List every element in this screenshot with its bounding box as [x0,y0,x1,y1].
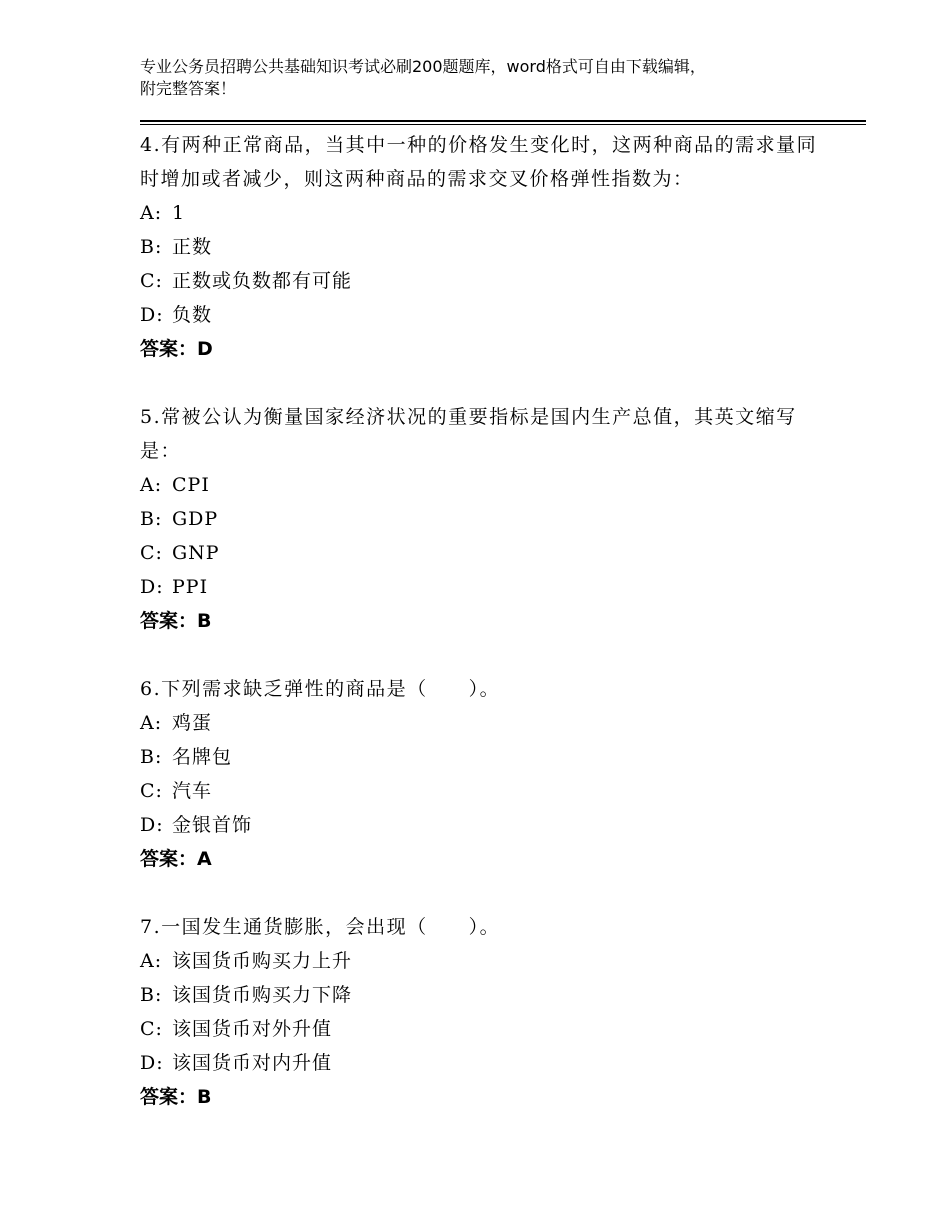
option-text: CPI [172,474,210,496]
option-text: 鸡蛋 [172,712,213,734]
option-d [140,298,820,332]
option-d [140,1046,820,1080]
option-label: C: [140,542,163,564]
option-label: A: [140,712,163,734]
option-label: D: [140,1052,164,1074]
document-header [140,56,840,100]
question-7 [140,910,820,1114]
question-stem: 6.下列需求缺乏弹性的商品是（ ）。 [140,678,501,700]
option-a [140,196,820,230]
option-label: D: [140,304,164,326]
option-text: 该国货币购买力上升 [172,950,353,972]
option-label: B: [140,236,163,258]
header-line-1: 专业公务员招聘公共基础知识考试必刷200题题库，word格式可自由下载编辑， [140,57,706,76]
question-stem: 7.一国发生通货膨胀，会出现（ ）。 [140,916,501,938]
option-text: 负数 [172,304,213,326]
option-b [140,230,820,264]
option-text: 1 [172,202,186,224]
question-stem: 4.有两种正常商品，当其中一种的价格发生变化时，这两种商品的需求量同时增加或者减少，则这两种商品的需求交叉价格弹性指数为： [140,134,818,190]
option-a [140,706,820,740]
answer-label: 答案：B [140,1086,212,1108]
option-text: 汽车 [172,780,213,802]
option-label: C: [140,780,163,802]
answer-label: 答案：B [140,610,212,632]
option-label: B: [140,508,163,530]
option-label: C: [140,1018,163,1040]
option-d [140,808,820,842]
header-divider-thin [140,124,866,125]
option-a [140,944,820,978]
answer-label: 答案：A [140,848,212,870]
option-label: A: [140,474,163,496]
option-label: D: [140,576,164,598]
option-text: 名牌包 [172,746,233,768]
option-d [140,570,820,604]
question-6 [140,672,820,876]
answer-label: 答案：D [140,338,213,360]
option-b [140,502,820,536]
question-stem: 5.常被公认为衡量国家经济状况的重要指标是国内生产总值，其英文缩写是： [140,406,797,462]
option-label: D: [140,814,164,836]
option-text: 正数或负数都有可能 [172,270,353,292]
option-text: 金银首饰 [172,814,253,836]
option-text: GNP [172,542,220,564]
option-text: 该国货币购买力下降 [172,984,353,1006]
option-text: PPI [172,576,209,598]
option-c [140,536,820,570]
option-text: GDP [172,508,219,530]
option-text: 该国货币对外升值 [172,1018,333,1040]
option-text: 该国货币对内升值 [172,1052,333,1074]
header-line-2: 附完整答案！ [140,79,237,98]
option-c [140,264,820,298]
question-4 [140,128,820,366]
option-label: C: [140,270,163,292]
option-label: A: [140,202,163,224]
option-label: B: [140,984,163,1006]
question-5 [140,400,820,638]
option-label: B: [140,746,163,768]
option-b [140,978,820,1012]
option-label: A: [140,950,163,972]
header-divider-thick [140,120,866,122]
option-c [140,774,820,808]
option-a [140,468,820,502]
option-b [140,740,820,774]
option-text: 正数 [172,236,213,258]
question-list [140,128,820,1148]
option-c [140,1012,820,1046]
